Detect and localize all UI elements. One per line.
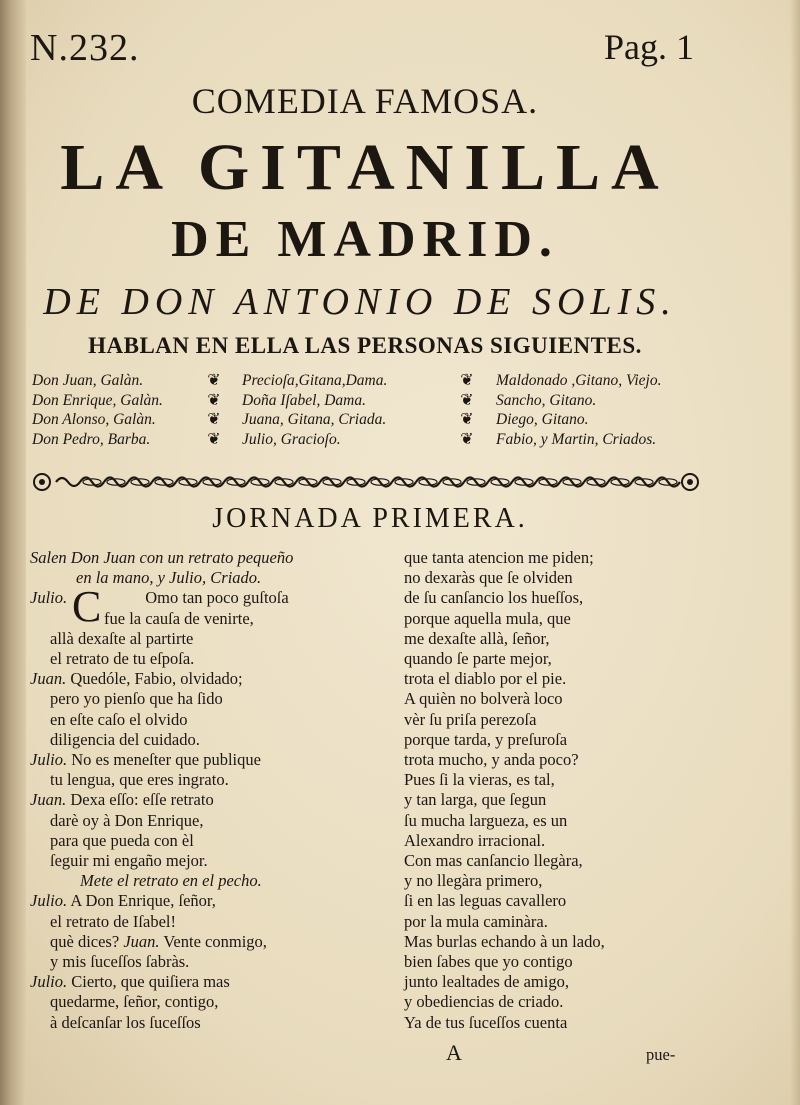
verse-line: quando ſe parte mejor, xyxy=(404,649,552,669)
cast-entry: Don Alonso, Galàn. xyxy=(32,411,156,428)
verse-text: No es meneſter que publique xyxy=(71,750,261,770)
speaker-label: Juan. xyxy=(123,931,160,951)
verse-line: que tanta atencion me piden; xyxy=(404,548,594,567)
verse-line: porque tarda, y preſuroſa xyxy=(404,729,568,749)
verse-line: darè oy à Don Enrique, xyxy=(50,810,204,830)
verse-text: A Don Enrique, ſeñor, xyxy=(70,891,216,911)
speaker-label: Julio. xyxy=(30,891,68,911)
verse-line: trota mucho, y anda poco? xyxy=(404,750,579,770)
verse-line: quedarme, ſeñor, contigo, xyxy=(50,992,219,1012)
cast-entry: Fabio, y Martin, Criados. xyxy=(496,430,657,448)
verse-line: allà dexaſte al partirte xyxy=(50,628,194,648)
verse-line: A quièn no bolverà loco xyxy=(404,689,563,709)
cast-ornaments-2 xyxy=(457,371,477,449)
rosette-right-icon xyxy=(682,474,698,490)
title-de-madrid: DE MADRID. xyxy=(171,211,559,268)
verse-line xyxy=(30,932,382,952)
verse-line: por la mula caminàra. xyxy=(404,911,548,931)
cast-entry: Doña Iſabel, Dama. xyxy=(242,391,366,409)
verse-text: què dices? xyxy=(50,931,120,951)
fleuron-icon: ❦ xyxy=(460,391,474,409)
catchword: pue- xyxy=(646,1045,676,1064)
verse-line: y obediencias de criado. xyxy=(404,992,564,1012)
verse-line: ſu mucha largueza, es un xyxy=(404,810,568,830)
page-number: Pag. 1 xyxy=(604,27,694,67)
verse-line xyxy=(30,750,382,770)
verse-line xyxy=(30,891,382,911)
cast-entry: Don Juan, Galàn. xyxy=(32,372,144,389)
cast-entry: Juana, Gitana, Criada. xyxy=(242,411,387,428)
stage-direction: Mete el retrato en el pecho. xyxy=(80,871,262,891)
verse-text: Cierto, que quiſiera mas xyxy=(71,972,230,992)
verse-text: Omo tan poco guſtoſa xyxy=(145,588,289,608)
title-comedia-famosa: COMEDIA FAMOSA. xyxy=(191,81,539,121)
cast-column-2 xyxy=(242,371,452,449)
verse-line: bien ſabes que yo contigo xyxy=(404,952,573,972)
stage-direction: Salen Don Juan con un retrato pequeño xyxy=(30,548,294,567)
verse-line: à deſcanſar los ſuceſſos xyxy=(50,1012,201,1032)
fleuron-icon: ❦ xyxy=(207,430,221,448)
verse-text: Vente conmigo, xyxy=(163,931,267,951)
speaker-label: Julio. xyxy=(30,588,68,608)
comedy-number: N.232. xyxy=(30,27,140,69)
verse-line: y tan larga, que ſegun xyxy=(404,790,547,810)
verse-line: porque aquella mula, que xyxy=(404,608,571,628)
speaker-label: Julio. xyxy=(30,972,68,992)
right-text-column xyxy=(404,548,744,1033)
cast-column-3 xyxy=(496,371,716,449)
cast-entry: Julio, Gracioſo. xyxy=(242,430,341,448)
verse-line: tu lengua, que eres ingrato. xyxy=(50,770,229,790)
verse-text: Quedóle, Fabio, olvidado; xyxy=(70,669,243,689)
verse-line: ſi en las leguas cavallero xyxy=(404,891,567,911)
speaker-label: Juan. xyxy=(30,669,67,689)
vine-chain-icon xyxy=(56,478,680,487)
verse-line: pero yo pienſo que ha ſido xyxy=(50,689,223,709)
verse-line: fue la cauſa de venirte, xyxy=(104,608,254,628)
verse-line: de ſu canſancio los hueſſos, xyxy=(404,588,584,608)
speaker-label: Juan. xyxy=(30,790,67,810)
verse-line: vèr ſu priſa perezoſa xyxy=(404,709,537,729)
fleuron-icon: ❦ xyxy=(460,372,474,389)
verse-line: trota el diablo por el pie. xyxy=(404,669,567,689)
verse-line: Alexandro irracional. xyxy=(404,830,546,850)
verse-line: junto lealtades de amigo, xyxy=(404,972,569,992)
author-line: DE DON ANTONIO DE SOLIS. xyxy=(43,281,677,323)
cast-entry: Don Enrique, Galàn. xyxy=(32,391,163,409)
verse-line: y mis ſuceſſos ſabràs. xyxy=(50,952,190,972)
page-edge xyxy=(790,0,800,1105)
cast-entry: Sancho, Gitano. xyxy=(496,391,597,409)
cast-entry: Diego, Gitano. xyxy=(496,411,589,428)
verse-line: el retrato de tu eſpoſa. xyxy=(50,649,195,669)
verse-line: me dexaſte allà, ſeñor, xyxy=(404,628,550,648)
fleuron-icon: ❦ xyxy=(460,430,474,448)
stage-direction: en la mano, y Julio, Criado. xyxy=(76,568,262,588)
fleuron-icon: ❦ xyxy=(207,411,221,428)
cast-column-1 xyxy=(32,371,200,449)
verse-line: Pues ſi la vieras, es tal, xyxy=(404,770,555,790)
fleuron-icon: ❦ xyxy=(207,391,221,409)
cast-ornaments-1 xyxy=(204,371,224,449)
verse-line: para que pueda con èl xyxy=(50,830,194,850)
verse-line: Con mas canſancio llegàra, xyxy=(404,851,583,871)
signature-mark: A xyxy=(446,1040,462,1065)
verse-line xyxy=(30,972,382,992)
verse-line: no dexaràs que ſe olviden xyxy=(404,568,573,588)
cast-entry: Maldonado ,Gitano, Viejo. xyxy=(496,372,662,389)
verse-line: Ya de tus ſuceſſos cuenta xyxy=(404,1012,568,1032)
verse-line xyxy=(30,790,382,810)
cast-heading: HABLAN EN ELLA LAS PERSONAS SIGUIENTES. xyxy=(88,333,642,358)
verse-line: Mas burlas echando à un lado, xyxy=(404,931,605,951)
act-title: JORNADA PRIMERA. xyxy=(212,503,528,534)
verse-line: ſeguir mi engaño mejor. xyxy=(50,851,208,871)
cast-entry: Don Pedro, Barba. xyxy=(32,430,151,448)
left-text-column xyxy=(30,548,382,1033)
rosette-left-icon xyxy=(34,474,50,490)
verse-text: Dexa eſſo: eſſe retrato xyxy=(70,790,214,810)
cast-entry: Precioſa,Gitana,Dama. xyxy=(242,372,388,389)
verse-line: diligencia del cuidado. xyxy=(50,729,200,749)
speaker-label: Julio. xyxy=(30,750,68,770)
verse-line: en eſte caſo el olvido xyxy=(50,709,188,729)
title-la-gitanilla: LA GITANILLA xyxy=(60,131,670,204)
ornamental-border xyxy=(28,466,704,498)
fleuron-icon: ❦ xyxy=(207,372,221,389)
verse-line: y no llegàra primero, xyxy=(404,871,543,891)
drop-cap: C xyxy=(72,582,102,632)
verse-line xyxy=(30,669,382,689)
verse-line: el retrato de Iſabel! xyxy=(50,911,176,931)
fleuron-icon: ❦ xyxy=(460,411,474,428)
